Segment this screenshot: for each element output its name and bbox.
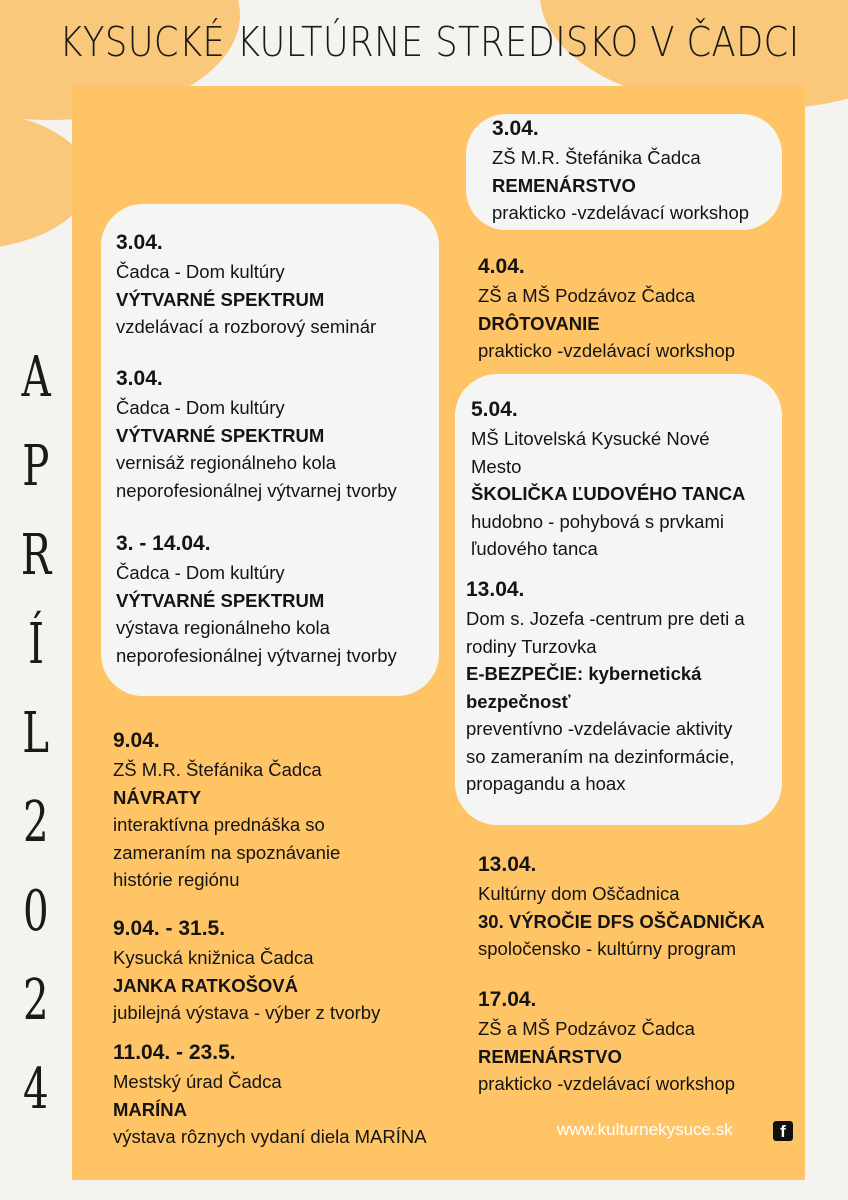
event-title: VÝTVARNÉ SPEKTRUM <box>116 589 325 611</box>
event-date: 9.04. <box>113 729 160 752</box>
event-description: výstava rôznych vydaní diela MARÍNA <box>113 1126 427 1147</box>
event-item <box>116 529 397 669</box>
vertical-letter: P <box>22 434 50 499</box>
event-title: VÝTVARNÉ SPEKTRUM <box>116 424 325 446</box>
event-item <box>116 228 376 341</box>
event-item <box>478 985 735 1098</box>
event-item <box>466 575 745 798</box>
event-description: výstava regionálneho kola <box>116 617 330 638</box>
vertical-letter: 4 <box>23 1057 49 1122</box>
event-place: ZŠ a MŠ Podzávoz Čadca <box>478 1018 695 1039</box>
event-title: bezpečnosť <box>466 690 571 712</box>
event-title: JANKA RATKOŠOVÁ <box>113 974 299 996</box>
event-item <box>471 395 745 563</box>
event-description: jubilejná výstava - výber z tvorby <box>113 1002 381 1023</box>
event-place: ZŠ M.R. Štefánika Čadca <box>492 147 701 168</box>
event-description: hudobno - pohybová s prvkami <box>471 510 724 532</box>
event-item <box>113 914 380 1027</box>
event-date: 3.04. <box>116 367 163 390</box>
event-title: REMENÁRSTVO <box>478 1045 622 1067</box>
event-description: prakticko -vzdelávací workshop <box>478 1073 736 1094</box>
event-date: 4.04. <box>478 255 525 278</box>
event-description: vzdelávací a rozborový seminár <box>116 316 377 337</box>
event-title: 30. VÝROČIE DFS OŠČADNIČKA <box>478 910 765 932</box>
vertical-letter: L <box>22 701 50 766</box>
vertical-letter: 0 <box>23 879 49 944</box>
event-description: vernisáž regionálneho kola <box>116 452 337 473</box>
event-place: Čadca - Dom kultúry <box>116 397 285 418</box>
event-item <box>116 364 397 504</box>
vertical-month-year <box>8 340 64 1141</box>
event-date: 11.04. - 23.5. <box>113 1041 236 1064</box>
event-title: NÁVRATY <box>113 786 202 808</box>
vertical-letter: 2 <box>23 790 49 855</box>
event-place: ZŠ M.R. Štefánika Čadca <box>113 759 322 780</box>
event-item <box>478 252 735 365</box>
event-date: 13.04. <box>478 853 537 876</box>
event-description: propagandu a hoax <box>466 773 626 794</box>
website-link[interactable]: www.kulturnekysuce.sk <box>557 1120 733 1139</box>
event-place: Mestský úrad Čadca <box>113 1071 282 1092</box>
event-place: Kultúrny dom Oščadnica <box>478 883 680 904</box>
event-description: zameraním na spoznávanie <box>113 841 341 863</box>
event-date: 3.04. <box>116 231 163 254</box>
event-description: spoločensko - kultúrny program <box>478 938 737 959</box>
event-title: ŠKOLIČKA ĽUDOVÉHO TANCA <box>471 483 746 504</box>
event-item <box>113 726 340 894</box>
page-title: KYSUCKÉ KULTÚRNE STREDISKO V ČADCI <box>59 18 800 66</box>
event-description: histórie regiónu <box>113 869 240 890</box>
event-title: REMENÁRSTVO <box>492 174 636 196</box>
event-title: E-BEZPEČIE: kybernetická <box>466 663 702 684</box>
event-description: interaktívna prednáška so <box>113 814 325 835</box>
event-date: 5.04. <box>471 398 518 421</box>
event-description: preventívno -vzdelávacie aktivity <box>466 718 733 739</box>
event-date: 3.04. <box>492 117 539 140</box>
facebook-icon[interactable]: f <box>773 1121 793 1141</box>
event-place: MŠ Litovelská Kysucké Nové <box>471 428 710 449</box>
event-place: rodiny Turzovka <box>466 635 597 657</box>
vertical-letter: A <box>21 345 51 410</box>
event-date: 13.04. <box>466 578 525 601</box>
event-place: Čadca - Dom kultúry <box>116 562 285 583</box>
event-title: DRÔTOVANIE <box>478 312 600 334</box>
vertical-letter: Í <box>28 612 44 677</box>
event-place: Kysucká knižnica Čadca <box>113 947 314 968</box>
event-place: Mesto <box>471 455 522 477</box>
event-place: Dom s. Jozefa -centrum pre deti a <box>466 608 745 629</box>
event-description: so zameraním na dezinformácie, <box>466 745 735 767</box>
event-description: neporofesionálnej výtvarnej tvorby <box>116 644 397 666</box>
event-date: 9.04. - 31.5. <box>113 917 226 940</box>
event-description: prakticko -vzdelávací workshop <box>478 340 736 361</box>
event-place: ZŠ a MŠ Podzávoz Čadca <box>478 285 695 306</box>
event-item <box>492 114 749 227</box>
vertical-letter: 2 <box>23 968 49 1033</box>
event-place: Čadca - Dom kultúry <box>116 261 285 282</box>
vertical-letter: R <box>20 523 52 588</box>
event-description: prakticko -vzdelávací workshop <box>492 202 750 223</box>
event-description: ľudového tanca <box>471 538 598 559</box>
event-date: 3. - 14.04. <box>116 532 211 555</box>
event-title: VÝTVARNÉ SPEKTRUM <box>116 288 325 310</box>
event-title: MARÍNA <box>113 1098 187 1120</box>
event-item <box>113 1038 427 1151</box>
event-item <box>478 850 765 963</box>
event-date: 17.04. <box>478 988 537 1011</box>
event-description: neporofesionálnej výtvarnej tvorby <box>116 479 397 501</box>
